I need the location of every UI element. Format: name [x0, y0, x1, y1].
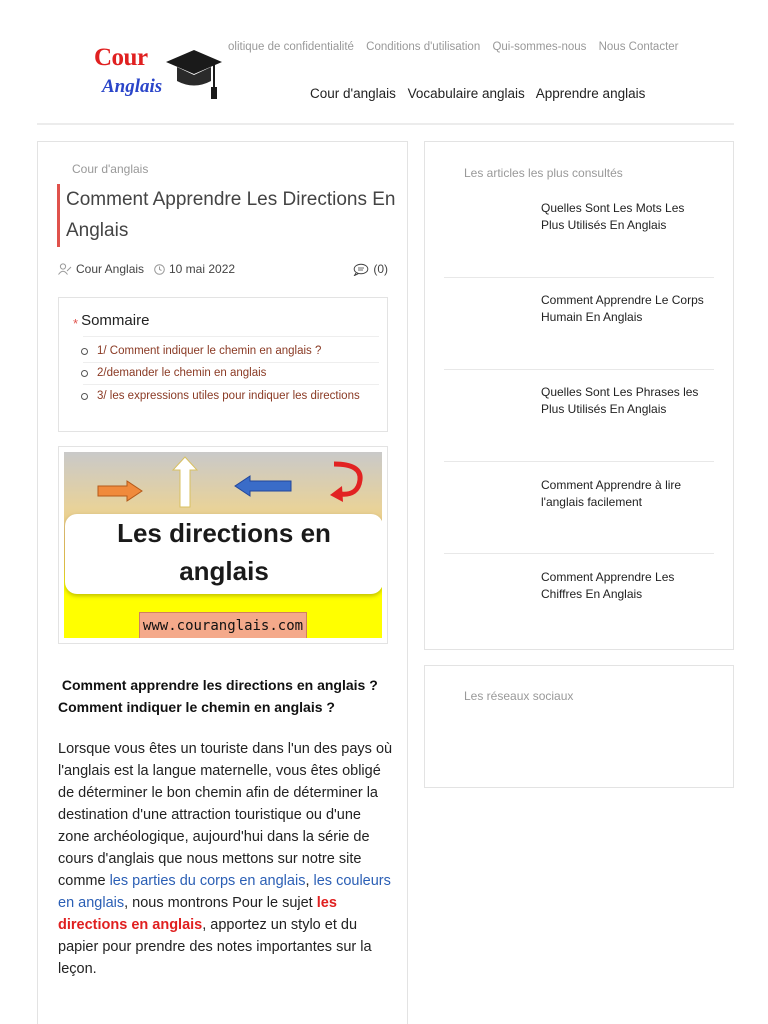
article-title: Comment Apprendre Les Directions En Anglais: [66, 189, 396, 241]
social-heading: Les réseaux sociaux: [464, 689, 574, 703]
popular-article[interactable]: Quelles Sont Les Mots Les Plus Utilisés En Anglais: [541, 201, 685, 232]
toc-divider: [83, 336, 379, 337]
sidebar-divider: [444, 553, 714, 554]
popular-article[interactable]: Quelles Sont Les Phrases les Plus Utilisés En Anglais: [541, 385, 699, 416]
top-links: [228, 41, 688, 53]
sidebar-divider: [444, 277, 714, 278]
nav-cour-anglais[interactable]: Cour d'anglais: [310, 86, 396, 101]
meta-comments[interactable]: [353, 262, 388, 276]
link-parties-corps[interactable]: les parties du corps en anglais: [109, 873, 306, 889]
clock-icon: [154, 264, 165, 275]
top-link-about[interactable]: Qui-sommes-nous: [492, 41, 587, 53]
table-of-contents: [58, 297, 388, 432]
header-divider: [37, 123, 734, 125]
popular-article[interactable]: Comment Apprendre Le Corps Humain En Anglais: [541, 293, 704, 324]
body-text-1: Lorsque vous êtes un touriste dans l'un des pays où l'anglais est la langue maternelle, vous êtes obligé de déterminer le bon chemin afin de déterminer la destination d'une attraction touristique ou d'une zone archéologique, aujourd'hui dans la série de cours d'anglais que nous mettons sur notre site comme: [58, 741, 393, 889]
u-turn-arrow-icon: [326, 460, 366, 504]
toc-divider: [83, 384, 379, 385]
arrow-left-icon: [234, 475, 292, 497]
article-body: [58, 738, 393, 980]
sidebar-divider: [444, 461, 714, 462]
logo-text-top: Cour: [94, 44, 148, 71]
site-header: [0, 0, 768, 124]
lead-text: Comment apprendre les directions en anglais ? Comment indiquer le chemin en anglais ?: [58, 677, 378, 715]
star-icon: *: [73, 316, 79, 331]
popular-article[interactable]: Comment Apprendre à lire l'anglais facilement: [541, 478, 682, 509]
banner-title-line1: Les directions en: [117, 518, 331, 548]
link-couleurs[interactable]: les couleurs en anglais: [58, 873, 391, 911]
body-text-3: , apportez un stylo et du papier pour prendre des notes importantes sur la leçon.: [58, 917, 372, 977]
user-icon: [58, 263, 72, 275]
top-link-terms[interactable]: Conditions d'utilisation: [366, 41, 481, 53]
banner-title-line2: anglais: [179, 556, 269, 586]
meta-date: [154, 262, 235, 276]
article-meta: [58, 262, 388, 278]
toc-divider: [83, 362, 379, 363]
toc-title-text: Sommaire: [81, 312, 150, 329]
article-lead: [58, 674, 388, 718]
title-accent-bar: [57, 184, 60, 247]
toc-item[interactable]: 2/demander le chemin en anglais: [81, 366, 371, 381]
comment-count: (0): [373, 262, 388, 276]
nav-apprendre[interactable]: Apprendre anglais: [535, 86, 646, 101]
highlight-directions: les directions en anglais: [58, 895, 337, 933]
body-sep: ,: [305, 873, 314, 889]
social-networks-widget: [424, 665, 734, 788]
toc-item[interactable]: 1/ Comment indiquer le chemin en anglais ?: [81, 344, 371, 359]
author-name: Cour Anglais: [76, 262, 145, 276]
graduation-cap-icon: [164, 48, 224, 104]
banner-url: www.couranglais.com: [139, 612, 307, 638]
arrow-up-icon: [172, 456, 198, 508]
nav-vocabulaire[interactable]: Vocabulaire anglais: [407, 86, 525, 101]
comment-icon: [353, 263, 369, 276]
article-category[interactable]: Cour d'anglais: [72, 162, 149, 176]
main-nav: [310, 86, 653, 101]
site-logo[interactable]: [92, 44, 227, 104]
article-banner-image: [58, 446, 388, 644]
article-date: 10 mai 2022: [169, 262, 236, 276]
sidebar-divider: [444, 369, 714, 370]
toc-item[interactable]: 3/ les expressions utiles pour indiquer les directions: [81, 389, 371, 404]
arrow-right-icon: [97, 480, 143, 502]
top-link-contact[interactable]: Nous Contacter: [598, 41, 679, 53]
toc-title[interactable]: [73, 312, 149, 329]
popular-heading: Les articles les plus consultés: [464, 166, 623, 180]
popular-articles-widget: [424, 141, 734, 650]
body-text-2: , nous montrons Pour le sujet: [124, 895, 317, 911]
popular-article[interactable]: Comment Apprendre Les Chiffres En Anglais: [541, 570, 675, 601]
logo-text-bottom: Anglais: [102, 76, 163, 97]
top-link-privacy[interactable]: olitique de confidentialité: [228, 41, 354, 53]
meta-author[interactable]: [58, 262, 144, 276]
